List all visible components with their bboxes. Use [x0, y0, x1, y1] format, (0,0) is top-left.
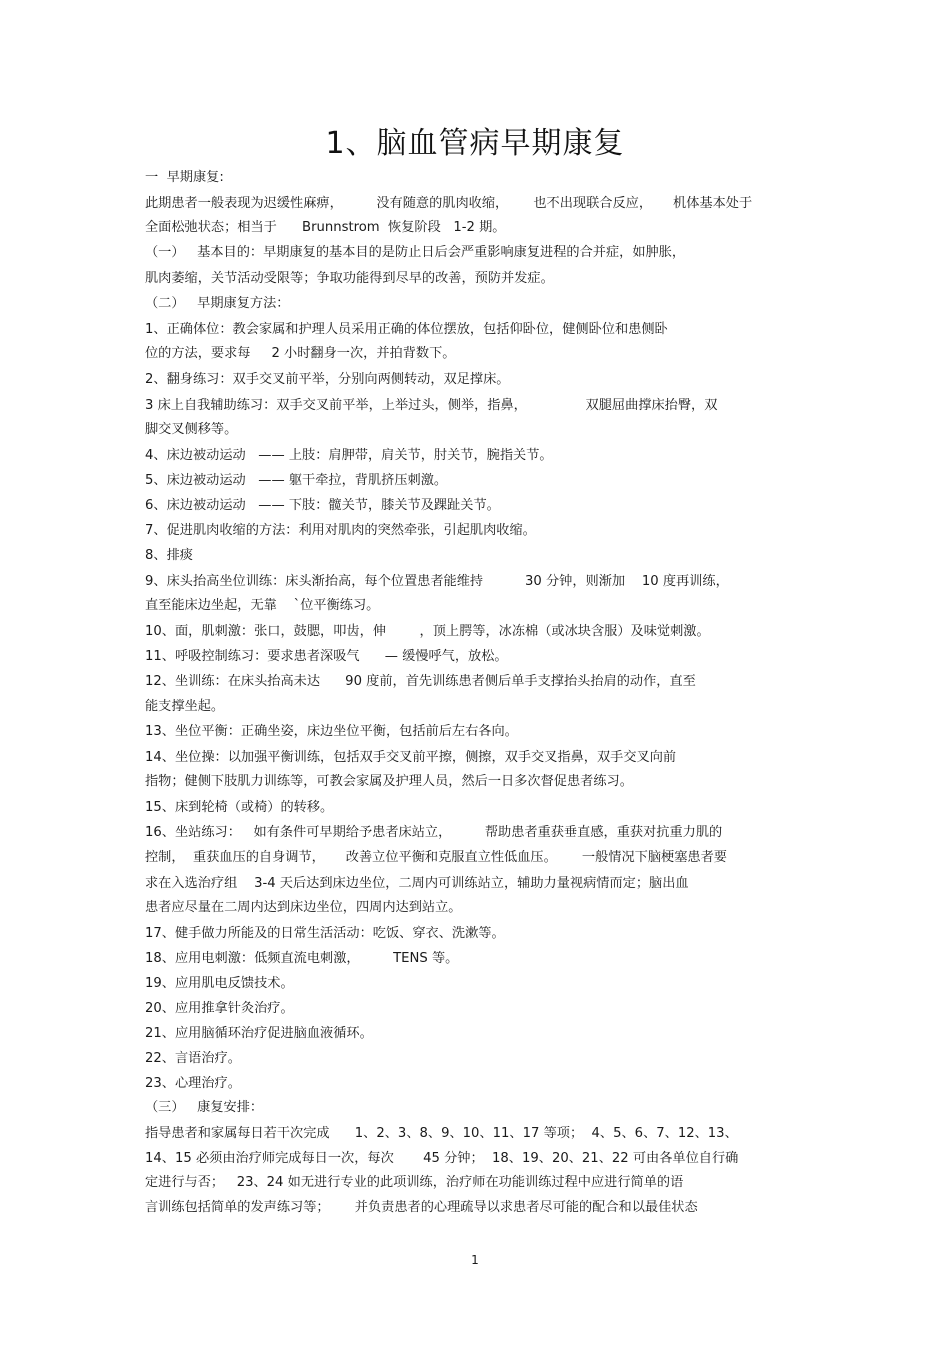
text-line: 23、心理治疗。 — [145, 1076, 241, 1091]
text-line: 4、床边被动运动 —— 上肢：肩胛带，肩关节，肘关节，腕指关节。 — [145, 448, 553, 463]
text-line: 位的方法，要求每 2 小时翻身一次，并拍背数下。 — [145, 346, 456, 361]
text-line: 直至能床边坐起，无靠 `位平衡练习。 — [145, 598, 380, 613]
text-line: 17、健手做力所能及的日常生活活动：吃饭、穿衣、洗漱等。 — [145, 926, 505, 941]
text-line: 3 床上自我辅助练习：双手交叉前平举，上举过头，侧举，指鼻， 双腿屈曲撑床抬臀，双 — [145, 398, 718, 413]
text-line: 21、应用脑循环治疗促进脑血液循环。 — [145, 1026, 373, 1041]
text-line: 22、言语治疗。 — [145, 1051, 241, 1066]
text-line: 14、坐位操：以加强平衡训练，包括双手交叉前平擦，侧擦，双手交叉指鼻，双手交叉向前 — [145, 750, 677, 765]
text-line: 言训练包括简单的发声练习等； 并负责患者的心理疏导以求患者尽可能的配合和以最佳状态 — [145, 1200, 698, 1215]
text-line: 18、应用电刺激：低频直流电刺激， TENS 等。 — [145, 951, 459, 966]
text-line: 1、正确体位：教会家属和护理人员采用正确的体位摆放，包括仰卧位，健侧卧位和患侧卧 — [145, 322, 668, 337]
text-line: 脚交叉侧移等。 — [145, 422, 238, 437]
text-line: 肌肉萎缩，关节活动受限等；争取功能得到尽早的改善，预防并发症。 — [145, 271, 554, 286]
text-line: 控制， 重获血压的自身调节， 改善立位平衡和克服直立性低血压。 一般情况下脑梗塞患者要 — [145, 850, 727, 865]
text-line: 16、坐站练习： 如有条件可早期给予患者床站立， 帮助患者重获垂直感，重获对抗重力肌的 — [145, 825, 723, 840]
text-line: 13、坐位平衡：正确坐姿，床边坐位平衡，包括前后左右各向。 — [145, 724, 518, 739]
text-line: 全面松弛状态；相当于 Brunnstrom 恢复阶段 1-2 期。 — [145, 220, 506, 235]
text-line: （三） 康复安排： — [145, 1100, 264, 1115]
text-line: 12、坐训练：在床头抬高未达 90 度前，首先训练患者侧后单手支撑抬头抬肩的动作，直至 — [145, 674, 696, 689]
text-line: 此期患者一般表现为迟缓性麻痹， 没有随意的肌肉收缩， 也不出现联合反应， 机体基本处于 — [145, 196, 753, 211]
text-line: 14、15 必须由治疗师完成每日一次，每次 45 分钟； 18、19、20、21、22 可由各单位自行确 — [145, 1151, 739, 1166]
text-line: （一） 基本目的：早期康复的基本目的是防止日后会严重影响康复进程的合并症，如肿胀， — [145, 245, 686, 260]
text-line: 定进行与否； 23、24 如无进行专业的此项训练，治疗师在功能训练过程中应进行简单的语 — [145, 1175, 684, 1190]
text-line: 15、床到轮椅（或椅）的转移。 — [145, 800, 334, 815]
text-line: 7、促进肌肉收缩的方法：利用对肌肉的突然牵张，引起肌肉收缩。 — [145, 523, 536, 538]
text-line: 2、翻身练习：双手交叉前平举，分别向两侧转动，双足撑床。 — [145, 372, 510, 387]
text-line: （二） 早期康复方法： — [145, 296, 290, 311]
text-line: 指物；健侧下肢肌力训练等，可教会家属及护理人员，然后一日多次督促患者练习。 — [145, 774, 633, 789]
page-title: 1、脑血管病早期康复 — [325, 126, 625, 161]
text-line: 20、应用推拿针灸治疗。 — [145, 1001, 294, 1016]
text-line: 19、应用肌电反馈技术。 — [145, 976, 294, 991]
text-line: 能支撑坐起。 — [145, 699, 225, 714]
text-line: 6、床边被动运动 —— 下肢：髋关节，膝关节及踝趾关节。 — [145, 498, 500, 513]
text-line: 5、床边被动运动 —— 躯干牵拉，背肌挤压刺激。 — [145, 473, 448, 488]
text-line: 8、排痰 — [145, 548, 193, 563]
text-line: 11、呼吸控制练习：要求患者深吸气 — 缓慢呼气，放松。 — [145, 649, 508, 664]
text-line: 患者应尽量在二周内达到床边坐位，四周内达到站立。 — [145, 900, 462, 915]
text-line: 10、面，肌刺激：张口，鼓腮，叩齿，伸 ，顶上腭等，冰冻棉（或冰块含服）及味觉刺激。 — [145, 624, 710, 639]
text-line: 9、床头抬高坐位训练：床头渐抬高，每个位置患者能维持 30 分钟，则渐加 10 度再训练， — [145, 574, 729, 589]
text-line: 求在入选治疗组 3-4 天后达到床边坐位，二周内可训练站立，辅助力量视病情而定；脑出血 — [145, 876, 689, 891]
text-line: 指导患者和家属每日若干次完成 1、2、3、8、9、10、11、17 等项； 4、5、6、7、12、13、 — [145, 1126, 738, 1141]
page-number: 1 — [471, 1253, 479, 1267]
text-line: 一 早期康复: — [145, 170, 224, 185]
